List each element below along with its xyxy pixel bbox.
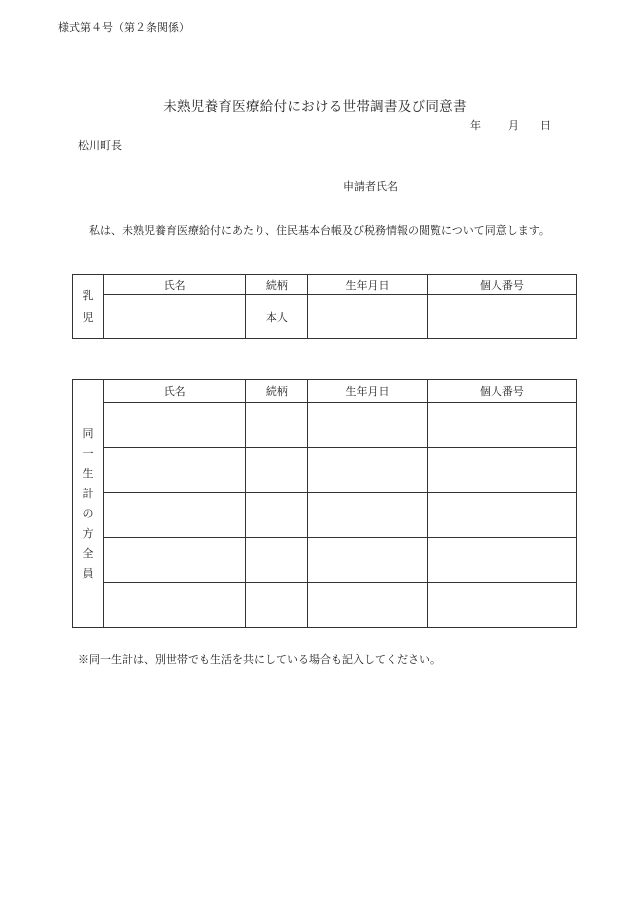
side-label-char: 計 [82, 486, 94, 500]
household-individual-number-cell[interactable] [427, 538, 576, 583]
side-label-char: 方 [82, 526, 94, 540]
household-birthdate-cell[interactable] [308, 448, 427, 493]
header-birthdate: 生年月日 [308, 380, 427, 403]
household-relation-cell[interactable] [246, 493, 308, 538]
side-label-char: 生 [82, 466, 94, 480]
household-individual-number-cell[interactable] [427, 583, 576, 628]
side-label-char: 乳 [82, 288, 94, 302]
side-label-char: 児 [82, 310, 94, 324]
household-row [73, 538, 577, 583]
household-row [73, 403, 577, 448]
header-individual-number: 個人番号 [427, 275, 576, 295]
household-name-cell[interactable] [104, 403, 246, 448]
side-label-char: 員 [82, 566, 94, 580]
applicant-name-label: 申請者氏名 [343, 180, 398, 193]
form-number: 様式第４号（第２条関係） [58, 21, 190, 34]
household-birthdate-cell[interactable] [308, 403, 427, 448]
household-row [73, 448, 577, 493]
consent-statement: 私は、未熟児養育医療給付にあたり、住民基本台帳及び税務情報の閲覧について同意します。 [89, 224, 550, 237]
date-day-label: 日 [540, 119, 551, 132]
side-label-char: 全 [82, 546, 94, 560]
household-individual-number-cell[interactable] [427, 403, 576, 448]
household-table [72, 379, 577, 628]
household-individual-number-cell[interactable] [427, 448, 576, 493]
household-relation-cell[interactable] [246, 403, 308, 448]
header-birthdate: 生年月日 [308, 275, 427, 295]
household-name-cell[interactable] [104, 538, 246, 583]
household-individual-number-cell[interactable] [427, 493, 576, 538]
household-relation-cell[interactable] [246, 538, 308, 583]
household-birthdate-cell[interactable] [308, 493, 427, 538]
household-name-cell[interactable] [104, 448, 246, 493]
side-label-char: 一 [82, 446, 94, 460]
household-birthdate-cell[interactable] [308, 583, 427, 628]
household-relation-cell[interactable] [246, 583, 308, 628]
header-individual-number: 個人番号 [427, 380, 576, 403]
household-birthdate-cell[interactable] [308, 538, 427, 583]
header-relation: 続柄 [246, 380, 308, 403]
household-side-label [73, 380, 104, 628]
household-name-cell[interactable] [104, 583, 246, 628]
header-name: 氏名 [104, 275, 246, 295]
header-relation: 続柄 [246, 275, 308, 295]
side-label-char: 同 [82, 426, 94, 440]
infant-table [72, 274, 577, 339]
date-month-label: 月 [508, 119, 519, 132]
infant-relation-cell: 本人 [246, 295, 308, 339]
infant-birthdate-cell[interactable] [308, 295, 427, 339]
infant-name-cell[interactable] [104, 295, 246, 339]
side-label-char: の [82, 506, 94, 520]
infant-side-label [73, 275, 104, 339]
date-year-label: 年 [470, 119, 481, 132]
household-relation-cell[interactable] [246, 448, 308, 493]
household-row [73, 583, 577, 628]
document-title: 未熟児養育医療給付における世帯調書及び同意書 [163, 99, 467, 115]
infant-individual-number-cell[interactable] [427, 295, 576, 339]
header-name: 氏名 [104, 380, 246, 403]
household-row [73, 493, 577, 538]
footnote: ※同一生計は、別世帯でも生活を共にしている場合も記入してください。 [78, 653, 441, 666]
addressee: 松川町長 [78, 139, 122, 152]
household-name-cell[interactable] [104, 493, 246, 538]
